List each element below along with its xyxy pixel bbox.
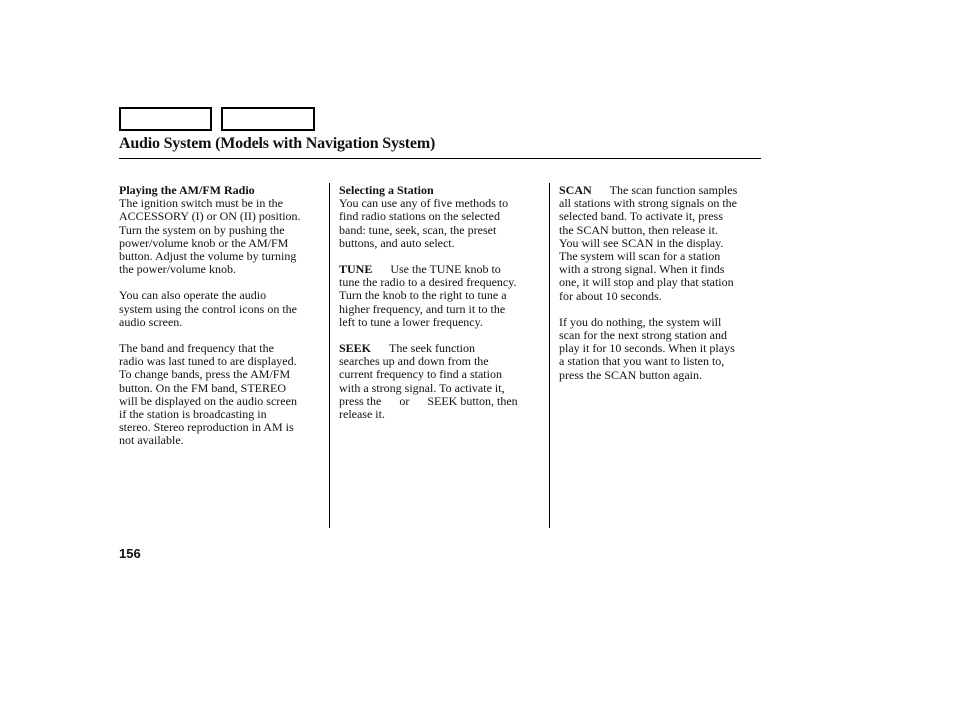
column-1 <box>119 184 325 461</box>
tune-text: Use the TUNE knob to tune the radio to a desired frequency. Turn the knob to the right to tune a higher frequency, and turn it to the left to tune a lower frequency. <box>339 262 517 329</box>
section-heading-selecting-station: Selecting a Station <box>339 183 434 197</box>
scan-heading: SCAN <box>559 183 592 197</box>
paragraph-ignition: The ignition switch must be in the ACCESSORY (I) or ON (II) position. Turn the system on by pushing the power/volume knob or the AM/FM button. Adjust the volume by turning the power/volume knob. <box>119 196 301 277</box>
seek-text-2: SEEK button, then release it. <box>339 393 518 422</box>
paragraph-tune <box>339 263 545 329</box>
scan-text: The scan function samples all stations with strong signals on the selected band. To activate it, press the SCAN button, then release it. You will see SCAN in the display. The system will scan for a station with a strong signal. When it finds one, it will stop and play that station for about 10 seconds. <box>559 183 738 303</box>
paragraph-band-frequency: The band and frequency that the radio was last tuned to are displayed. To change bands, press the AM/FM button. On the FM band, STEREO will be displayed on the audio screen if the station is broadcasting in stereo. Stereo reproduction in AM is not available. <box>119 341 297 448</box>
column-3 <box>559 184 765 395</box>
seek-text-1: The seek function searches up and down from the current frequency to find a station with a strong signal. To activate it, press the <box>339 341 505 408</box>
page-number: 156 <box>119 546 141 561</box>
paragraph-five-methods: You can use any of five methods to find radio stations on the selected band: tune, seek, scan, the preset buttons, and auto select. <box>339 196 509 250</box>
paragraph-scan-continue: If you do nothing, the system will scan for the next strong station and play it for 10 seconds. When it plays a station that you want to listen to, press the SCAN button again. <box>559 314 735 382</box>
paragraph-control-icons: You can also operate the audio system using the control icons on the audio screen. <box>119 288 297 329</box>
nav-box-main-menu[interactable] <box>119 107 212 131</box>
page-title: Audio System (Models with Navigation System) <box>119 135 436 152</box>
seek-or: or <box>399 393 410 408</box>
paragraph-scan <box>559 184 765 303</box>
title-rule <box>119 158 761 159</box>
seek-heading: SEEK <box>339 341 372 356</box>
paragraph-seek <box>339 342 545 421</box>
section-heading-am-fm: Playing the AM/FM Radio <box>119 183 255 197</box>
column-divider <box>329 183 330 528</box>
nav-box-index[interactable] <box>221 107 315 131</box>
column-divider <box>549 183 550 528</box>
column-2 <box>339 184 545 434</box>
tune-heading: TUNE <box>339 262 373 277</box>
